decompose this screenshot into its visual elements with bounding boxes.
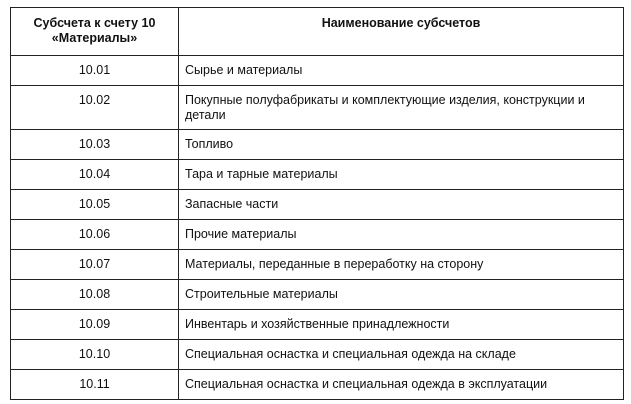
table-row [11,220,624,250]
table-header-row [11,8,624,56]
table-row [11,250,624,280]
table-row [11,160,624,190]
table-row [11,190,624,220]
table-row [11,86,624,130]
subaccounts-table [10,7,624,400]
subaccount-name: Строительные материалы [179,280,624,310]
subaccount-name: Запасные части [179,190,624,220]
subaccount-name: Покупные полуфабрикаты и комплектующие изделия, конструкции и детали [179,86,624,130]
subaccount-code: 10.08 [11,280,179,310]
subaccount-name: Инвентарь и хозяйственные принадлежности [179,310,624,340]
subaccount-code: 10.07 [11,250,179,280]
subaccounts-table-container [10,7,623,400]
table-row [11,310,624,340]
subaccount-name: Специальная оснастка и специальная одежда в эксплуатации [179,370,624,400]
table-row [11,130,624,160]
subaccount-name: Материалы, переданные в переработку на сторону [179,250,624,280]
subaccount-code: 10.04 [11,160,179,190]
subaccount-name: Топливо [179,130,624,160]
table-row [11,370,624,400]
table-row [11,280,624,310]
subaccount-code: 10.02 [11,86,179,130]
subaccount-code: 10.05 [11,190,179,220]
header-subaccount-name: Наименование субсчетов [179,8,624,56]
subaccount-code: 10.10 [11,340,179,370]
subaccount-name: Сырье и материалы [179,56,624,86]
subaccount-name: Прочие материалы [179,220,624,250]
table-row [11,340,624,370]
header-subaccount-code: Субсчета к счету 10 «Материалы» [11,8,179,56]
table-row [11,56,624,86]
subaccount-code: 10.03 [11,130,179,160]
subaccount-code: 10.11 [11,370,179,400]
subaccount-code: 10.09 [11,310,179,340]
subaccount-code: 10.01 [11,56,179,86]
subaccount-code: 10.06 [11,220,179,250]
subaccount-name: Тара и тарные материалы [179,160,624,190]
subaccount-name: Специальная оснастка и специальная одежда на складе [179,340,624,370]
